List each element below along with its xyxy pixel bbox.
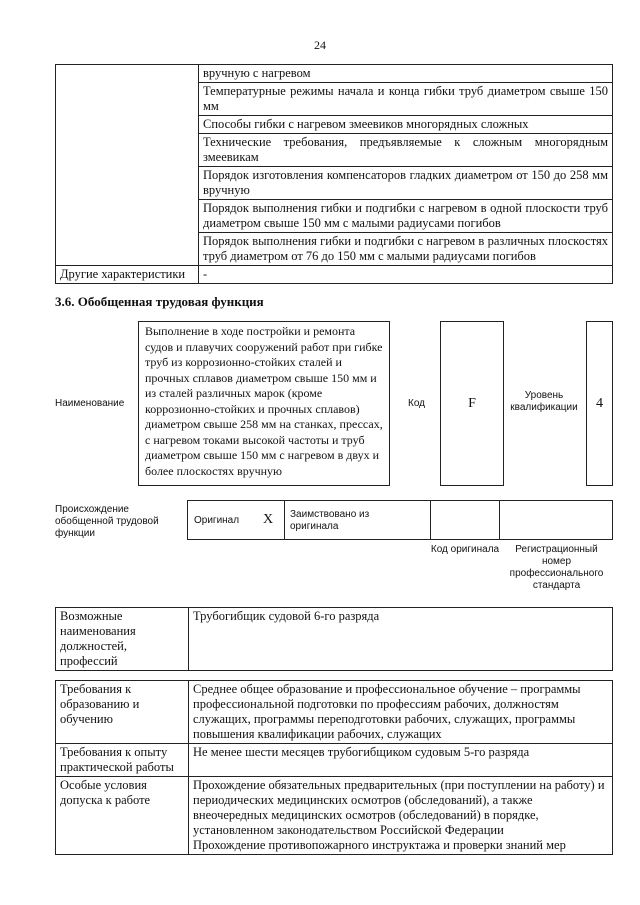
table-row xyxy=(56,777,613,855)
admission-text-2: Прохождение противопожарного инструктажа и проверки знаний мер xyxy=(193,838,566,852)
reg-number-cell xyxy=(499,501,612,539)
positions-label: Возможные наименования должностей, профессий xyxy=(56,608,189,671)
table-row xyxy=(56,608,613,671)
table-row xyxy=(56,266,613,284)
table-cell: вручную с нагревом xyxy=(199,65,613,83)
positions-value: Трубогибщик судовой 6-го разряда xyxy=(189,608,613,671)
table-cell: Температурные режимы начала и конца гибки труб диаметром свыше 150 мм xyxy=(199,83,613,116)
original-label: Оригинал xyxy=(194,515,240,526)
code-original-cell xyxy=(430,501,500,539)
section-title: 3.6. Обобщенная трудовая функция xyxy=(55,294,264,309)
other-characteristics-value: - xyxy=(199,266,613,284)
experience-label: Требования к опыту практической работы xyxy=(56,744,189,777)
table-cell: Способы гибки с нагревом змеевиков многорядных сложных xyxy=(199,116,613,134)
origin-label: Происхождение обобщенной трудовой функции xyxy=(55,504,159,539)
positions-table xyxy=(55,607,613,671)
qualification-level-label: Уровень квалификации xyxy=(510,390,578,413)
row-label-cell xyxy=(56,65,199,266)
original-cell xyxy=(188,501,285,539)
requirements-table xyxy=(55,680,613,855)
experience-value: Не менее шести месяцев трубогибщиком судовым 5-го разряда xyxy=(189,744,613,777)
other-characteristics-label: Другие характеристики xyxy=(56,266,199,284)
table-row xyxy=(56,681,613,744)
reg-number-label: Регистрационный номер профессионального стандарта xyxy=(509,544,604,591)
admission-text-1: Прохождение обязательных предварительных (при поступлении на работу) и периодических медицинских осмотров (обследований), а также внеочередных медицинских осмотров (обследований) в порядке, установленном законодательством Российской Федерации xyxy=(193,778,605,837)
knowledge-table xyxy=(55,64,613,284)
origin-row xyxy=(187,500,613,540)
table-cell: Порядок выполнения гибки и подгибки с нагревом в различных плоскостях труб диаметром от 76 до 150 мм с малыми радиусами погибов xyxy=(199,233,613,266)
code-original-label: Код оригинала xyxy=(430,544,500,555)
code-value-box: F xyxy=(440,321,504,486)
code-label: Код xyxy=(408,398,426,409)
table-row xyxy=(56,65,613,83)
function-name-box: Выполнение в ходе постройки и ремонта судов и плавучих сооружений работ при гибке труб из коррозионно-стойких сталей и прочных сплавов диаметром свыше 150 мм и из сталей различных марок (кроме коррозионно-стойких и прочных сплавов) диаметром свыше 258 мм на станках, прессах, с нагревом токами высокой частоты и труб диаметром свыше 150 мм с нагревом в двух и более плоскостях вручную xyxy=(138,321,390,486)
education-value: Среднее общее образование и профессиональное обучение – программы профессиональной подготовки по профессиям рабочих, должностям служащих, программы переподготовки рабочих, служащих, программы повышения квалификации рабочих, служащих xyxy=(189,681,613,744)
name-label: Наименование xyxy=(55,398,125,409)
education-label: Требования к образованию и обучению xyxy=(56,681,189,744)
page-number: 24 xyxy=(314,38,326,52)
table-row xyxy=(56,744,613,777)
table-cell: Технические требования, предъявляемые к сложным многорядным змеевикам xyxy=(199,134,613,167)
borrowed-cell xyxy=(284,501,431,539)
admission-value xyxy=(189,777,613,855)
borrowed-label: Заимствовано из оригинала xyxy=(290,509,370,532)
original-mark: X xyxy=(263,512,274,527)
admission-label: Особые условия допуска к работе xyxy=(56,777,189,855)
table-cell: Порядок выполнения гибки и подгибки с нагревом в одной плоскости труб диаметром свыше 150 мм с малыми радиусами погибов xyxy=(199,200,613,233)
qualification-level-box: 4 xyxy=(586,321,613,486)
table-cell: Порядок изготовления компенсаторов гладких диаметром от 150 до 258 мм вручную xyxy=(199,167,613,200)
